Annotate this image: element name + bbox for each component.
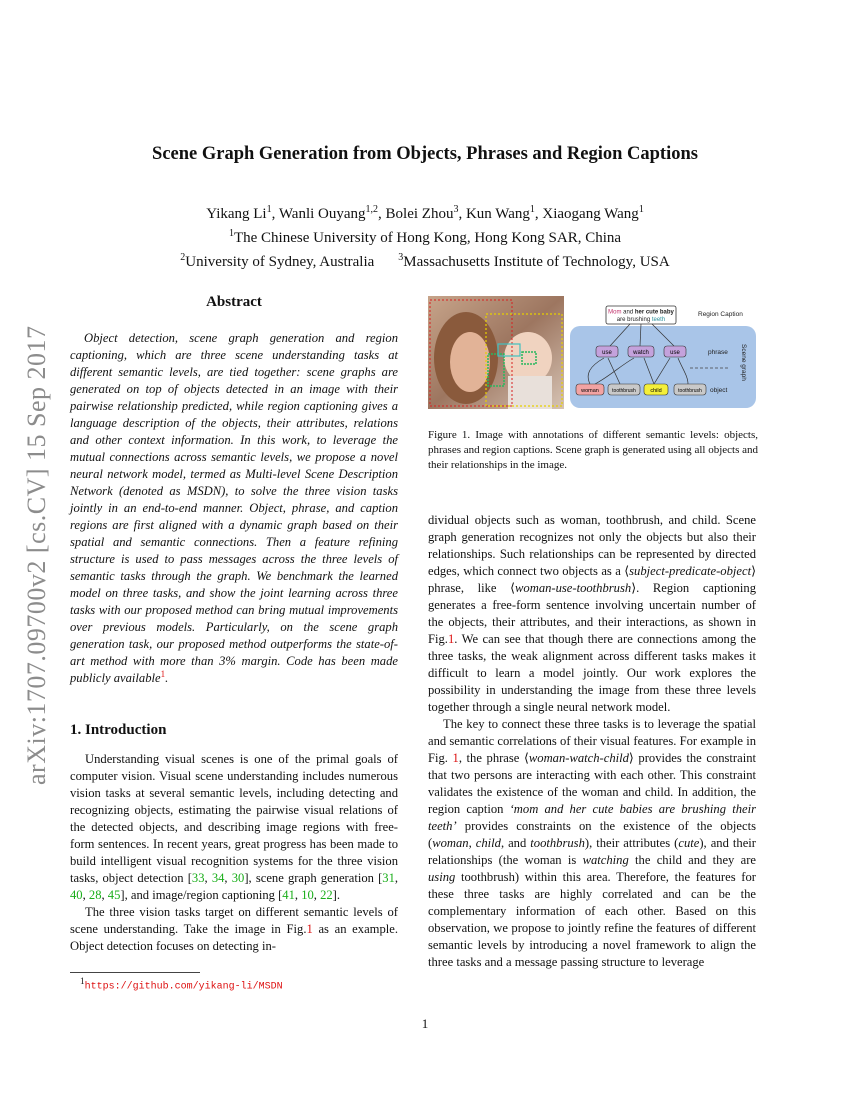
citation-link[interactable]: 10: [301, 888, 314, 902]
abstract-heading: Abstract: [206, 294, 262, 310]
citation-link[interactable]: 34: [211, 871, 225, 885]
paragraph: The three vision tasks target on different semantic levels of scene understanding. Take the image in Fig.1 as an example. Object detection focuses on detecting in-: [70, 905, 398, 953]
affiliation-row: [60, 248, 790, 272]
caption-bubble-line1: Mom and her cute baby: [608, 309, 674, 316]
affiliation-mark: 3: [453, 204, 459, 215]
paragraph: dividual objects such as woman, toothbrush, and child. Scene graph generation recognizes not only the objects but also their relationships. Such relationships can be represented by directed edges, which connect two objects as a ⟨subject-predicate-object⟩ phrase, like ⟨woman-use-toothbrush⟩. Region captioning generates a free-form sentence involving uncertain number of the objects, their attributes, and their interactions, as shown in Fig.1. We can see that though there are connections among the three tasks, the weak alignment across different tasks makes it difficult to learn a model jointly. Our work explores the possibility in understanding the image from these three levels together through a single neural network model.: [428, 513, 756, 714]
author-name: , Xiaogang Wang: [534, 206, 639, 222]
figure-link[interactable]: 1: [447, 632, 455, 646]
citation-link[interactable]: 40: [70, 888, 83, 902]
object-node: toothbrush: [678, 388, 702, 394]
right-column-text: [428, 512, 756, 971]
phrase-nodes: [596, 346, 686, 357]
author-list: [60, 200, 790, 224]
affiliation-2: $^2$University of Sydney, Australia: [180, 252, 375, 270]
object-level-label: object: [710, 387, 728, 394]
scene-graph-diagram: [570, 296, 758, 409]
affiliation-mark: 1,2: [365, 204, 379, 215]
paragraph: Understanding visual scenes is one of the primal goals of computer vision. Visual scene understanding includes numerous vision tasks at several semantic levels, including detecting and recognizing objects, estimating the pairwise visual relations of the detected objects, and describing image regions with free-form sentences. In recent years, great progress has been made to build intelligent visual recognition systems for the three vision tasks, object detection [33, 34, 30], scene graph generation [31, 40, 28, 45], and image/region captioning [41, 10, 22].: [70, 752, 399, 902]
footnote-link[interactable]: 1: [160, 668, 166, 679]
citation-link[interactable]: 31: [382, 871, 395, 885]
figure-link[interactable]: 1: [306, 922, 313, 936]
caption-bubble-line2: are brushing teeth: [616, 317, 666, 323]
footnote-divider: [70, 972, 200, 973]
paper-title: Scene Graph Generation from Objects, Phrases and Region Captions: [152, 144, 698, 164]
figure-1: [428, 296, 758, 411]
figure-caption: Figure 1. Image with annotations of different semantic levels: objects, phrases and region captions. Scene graph is generated using all objects and their relationships in the image.: [428, 429, 758, 471]
citation-link[interactable]: 45: [107, 888, 121, 902]
graph-background: [570, 326, 756, 408]
affiliation-mark: 1: [638, 204, 644, 215]
author-name: , Bolei Zhou: [378, 206, 454, 222]
footnote: $^1$https://github.com/yikang-li/MSDN: [80, 976, 283, 993]
citation-link[interactable]: 22: [320, 888, 333, 902]
section-heading-introduction: 1. Introduction: [70, 722, 167, 738]
phrase-node: use: [670, 350, 680, 356]
code-repository-link[interactable]: https://github.com/yikang-li/MSDN: [84, 981, 283, 993]
abstract-text: Object detection, scene graph generation and region captioning, which are three scene understanding tasks at different semantic levels, are tied together: scene graphs are generated on top of objects detected in an image with their pairwise relationship predicted, while region captioning gives a language description of the objects, their attributes, relations and other context information. In this work, to leverage the mutual connections across semantic levels, we propose a novel neural network model, termed as Multi-level Scene Description Network (denoted as MSDN), to solve the three vision tasks jointly in an end-to-end manner. Object, phrase, and caption regions are first aligned with a dynamic graph based on their spatial and semantic connections. Then a feature refining structure is used to pass messages across the three levels of semantic tasks through the graph. We benchmark the learned model on three tasks, and show the joint learning across three tasks with our proposed method can bring mutual improvements over previous models. Particularly, on the scene graph generation task, our proposed method outperforms the state-of-art method with more than 3% margin. Code has been made publicly available$^1$.: [70, 331, 398, 685]
citation-link[interactable]: 30: [231, 871, 245, 885]
affiliation-3: $^3$Massachusetts Institute of Technology, USA: [398, 252, 670, 270]
introduction-text: [70, 751, 398, 955]
author-block: [60, 200, 790, 272]
object-node: toothbrush: [612, 388, 636, 394]
figure-photo: [428, 296, 564, 409]
region-caption-label: Region Caption: [698, 311, 743, 318]
author-name: Yikang Li: [206, 206, 267, 222]
citation-link[interactable]: 28: [88, 888, 102, 902]
citation-link[interactable]: 33: [191, 871, 205, 885]
affiliation-mark: 1: [266, 204, 272, 215]
affiliation-1: $^1$The Chinese University of Hong Kong, Hong Kong SAR, China: [228, 228, 622, 246]
paragraph: The key to connect these three tasks is to leverage the spatial and semantic correlations of their visual features. For example in Fig. 1, the phrase ⟨woman-watch-child⟩ provides the constraint that two persons are interacting with each other. This constraint validates the existence of the woman and child. In addition, the region caption ‘mom and her cute babies are brushing their teeth’ provides constraints on the existence of the objects (woman, child, and toothbrush), their attributes (cute), and their relationships (the woman is watching the child and they are using toothbrush) within this area. Therefore, the features for these three tasks are highly correlated and can be the complementary information of each other. Based on this observation, we propose to jointly refine the features of different semantic levels by introducing a novel framework to align the three tasks and a message passing structure to leverage: [428, 717, 756, 969]
affiliation-mark: 1: [529, 204, 535, 215]
object-node: child: [650, 388, 662, 394]
phrase-node: use: [602, 350, 612, 356]
scene-graph-label: Scene graph: [740, 344, 747, 381]
object-node: woman: [581, 388, 599, 394]
author-name: , Kun Wang: [458, 206, 530, 222]
arxiv-identifier: arXiv:1707.09700v2 [cs.CV] 15 Sep 2017: [22, 325, 51, 785]
page-number: 1: [421, 1016, 429, 1031]
figure-link[interactable]: 1: [452, 751, 459, 765]
author-name: , Wanli Ouyang: [271, 206, 366, 222]
citation-link[interactable]: 41: [282, 888, 295, 902]
phrase-node: watch: [633, 350, 649, 356]
phrase-level-label: phrase: [708, 349, 728, 356]
